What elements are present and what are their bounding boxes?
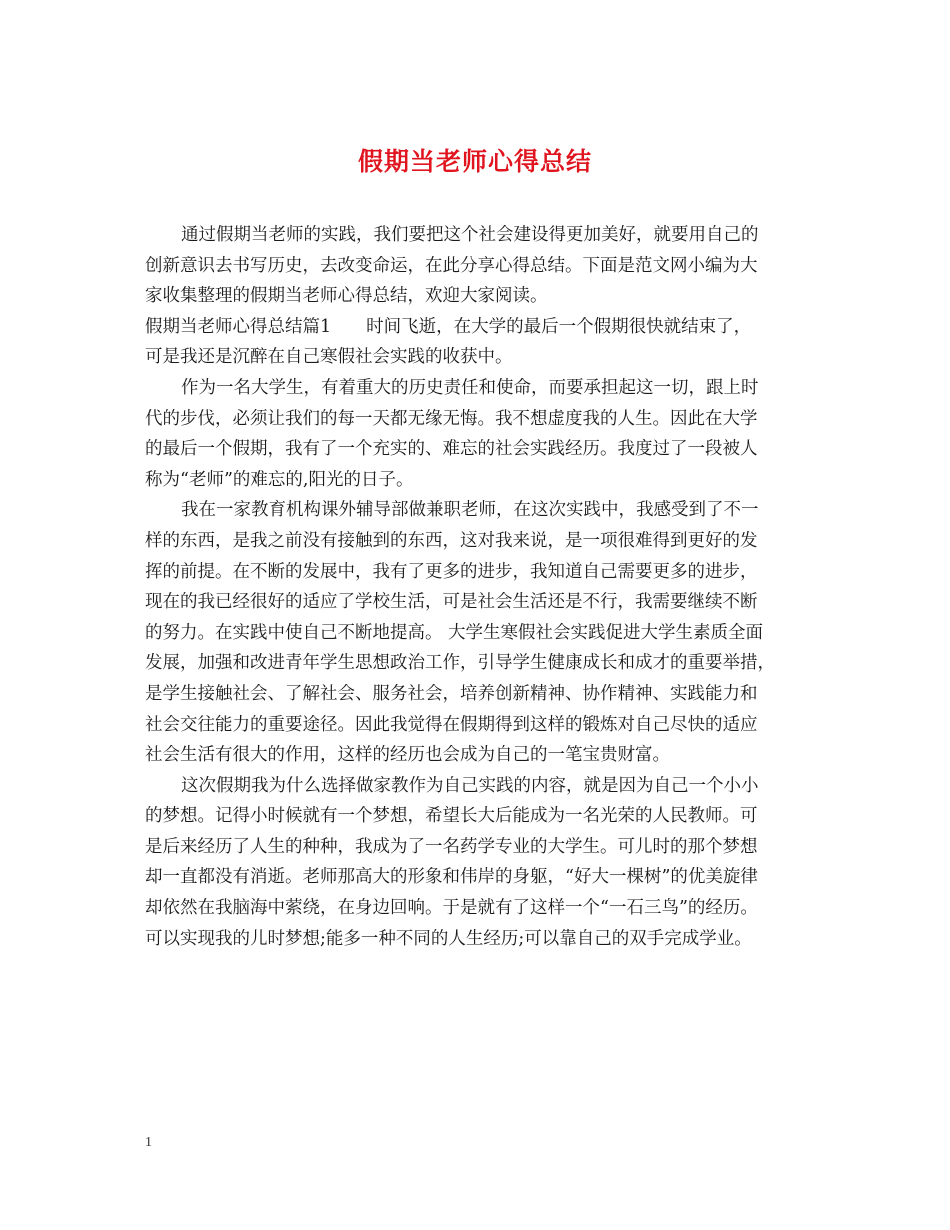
body-line: 创新意识去书写历史，去改变命运，在此分享心得总结。下面是范文网小编为大 <box>145 255 758 276</box>
body-line: 通过假期当老师的实践，我们要把这个社会建设得更加美好，就要用自己的 <box>181 225 759 245</box>
body-line: 样的东西，是我之前没有接触到的东西，这对我来说，是一项很难得到更好的发 <box>145 530 758 551</box>
body-line: 家收集整理的假期当老师心得总结，欢迎大家阅读。 <box>145 286 548 307</box>
body-line: 是学生接触社会、了解社会、服务社会，培养创新精神、协作精神、实践能力和 <box>145 683 758 704</box>
document-title: 假期当老师心得总结 <box>357 147 592 176</box>
body-line: 称为“老师”的难忘的,阳光的日子。 <box>145 469 414 490</box>
body-line: 发展，加强和改进青年学生思想政治工作，引导学生健康成长和成才的重要举措， <box>145 653 775 674</box>
body-line: 的梦想。记得小时候就有一个梦想，希望长大后能成为一名光荣的人民教师。可 <box>145 806 758 827</box>
body-line: 挥的前提。在不断的发展中，我有了更多的进步，我知道自己需要更多的进步， <box>145 561 758 582</box>
body-line: 是后来经历了人生的种种，我成为了一名药学专业的大学生。可儿时的那个梦想 <box>145 836 758 857</box>
body-line: 代的步伐，必须让我们的每一天都无缘无悔。我不想虚度我的人生。因此在大学 <box>145 408 758 429</box>
body-line: 的努力。在实践中使自己不断地提高。 大学生寒假社会实践促进大学生素质全面 <box>145 622 764 643</box>
body-line: 假期当老师心得总结篇1 时间飞逝，在大学的最后一个假期很快就结束了， <box>145 316 752 337</box>
body-line: 社会生活有很大的作用，这样的经历也会成为自己的一笔宝贵财富。 <box>145 745 670 766</box>
body-line: 可以实现我的儿时梦想;能多一种不同的人生经历;可以靠自己的双手完成学业。 <box>145 928 752 949</box>
body-line: 作为一名大学生，有着重大的历史责任和使命，而要承担起这一切，跟上时 <box>181 377 759 398</box>
body-line: 可是我还是沉醉在自己寒假社会实践的收获中。 <box>145 347 513 368</box>
body-line: 社会交往能力的重要途径。因此我觉得在假期得到这样的锻炼对自己尽快的适应 <box>145 714 758 735</box>
body-line: 这次假期我为什么选择做家教作为自己实践的内容，就是因为自己一个小小 <box>181 775 759 796</box>
body-line: 的最后一个假期，我有了一个充实的、难忘的社会实践经历。我度过了一段被人 <box>145 439 758 460</box>
page-number: 1 <box>145 1135 152 1150</box>
body-line: 却依然在我脑海中萦绕，在身边回响。于是就有了这样一个“一石三鸟”的经历。 <box>145 898 758 919</box>
body-line: 我在一家教育机构课外辅导部做兼职老师，在这次实践中，我感受到了不一 <box>181 500 759 521</box>
document-body <box>145 220 810 954</box>
body-line: 现在的我已经很好的适应了学校生活，可是社会生活还是不行，我需要继续不断 <box>145 592 758 613</box>
body-line: 却一直都没有消逝。老师那高大的形象和伟岸的身躯，“好大一棵树”的优美旋律 <box>145 867 758 888</box>
